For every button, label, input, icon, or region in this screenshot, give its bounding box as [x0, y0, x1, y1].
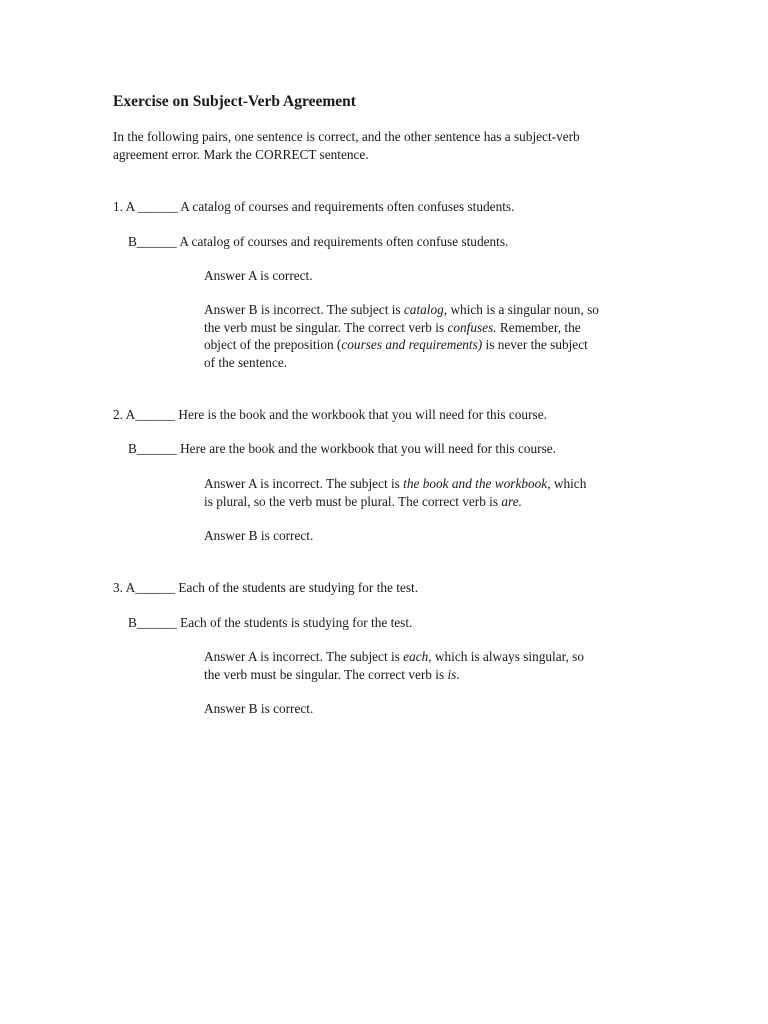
question-1-answer-a: Answer A is correct. — [204, 268, 313, 283]
question-3-answer-b: Answer B is correct. — [204, 701, 314, 716]
question-2-answer-b: Answer B is correct. — [204, 528, 314, 543]
instructions-line-1: In the following pairs, one sentence is correct, and the other sentence has a subject-verb — [113, 129, 580, 144]
question-3-answer-a-line-1: Answer A is incorrect. The subject is each, which is always singular, so — [204, 649, 584, 664]
question-1-answer-b-line-3: object of the preposition (courses and requirements) is never the subject — [204, 337, 588, 352]
question-1-option-b: B______ A catalog of courses and requirements often confuse students. — [128, 234, 509, 249]
question-1-answer-b-line-2: the verb must be singular. The correct verb is confuses. Remember, the — [204, 319, 581, 335]
question-3-answer-a — [204, 648, 664, 683]
question-3-option-b: B______ Each of the students is studying for the test. — [128, 615, 413, 630]
question-1-answer-b — [204, 301, 664, 371]
question-1-answer-b-line-1: Answer B is incorrect. The subject is catalog, which is a singular noun, so — [204, 302, 599, 317]
question-2-option-b: B______ Here are the book and the workbook that you will need for this course. — [128, 441, 556, 456]
instructions-line-2: agreement error. Mark the CORRECT sentence. — [113, 146, 369, 162]
instructions — [113, 128, 673, 163]
question-2-answer-a-line-2: is plural, so the verb must be plural. The correct verb is are. — [204, 493, 522, 509]
question-3-option-a: 3. A______ Each of the students are studying for the test. — [113, 580, 419, 595]
question-1-answer-b-line-4: of the sentence. — [204, 354, 288, 370]
question-2-option-a: 2. A______ Here is the book and the workbook that you will need for this course. — [113, 407, 547, 422]
page-title: Exercise on Subject-Verb Agreement — [113, 93, 356, 110]
question-2-answer-a — [204, 475, 664, 510]
question-2-answer-a-line-1: Answer A is incorrect. The subject is the book and the workbook, which — [204, 476, 587, 491]
question-3-answer-a-line-2: the verb must be singular. The correct verb is is. — [204, 666, 460, 682]
question-1-option-a: 1. A ______ A catalog of courses and requirements often confuses students. — [113, 199, 515, 214]
